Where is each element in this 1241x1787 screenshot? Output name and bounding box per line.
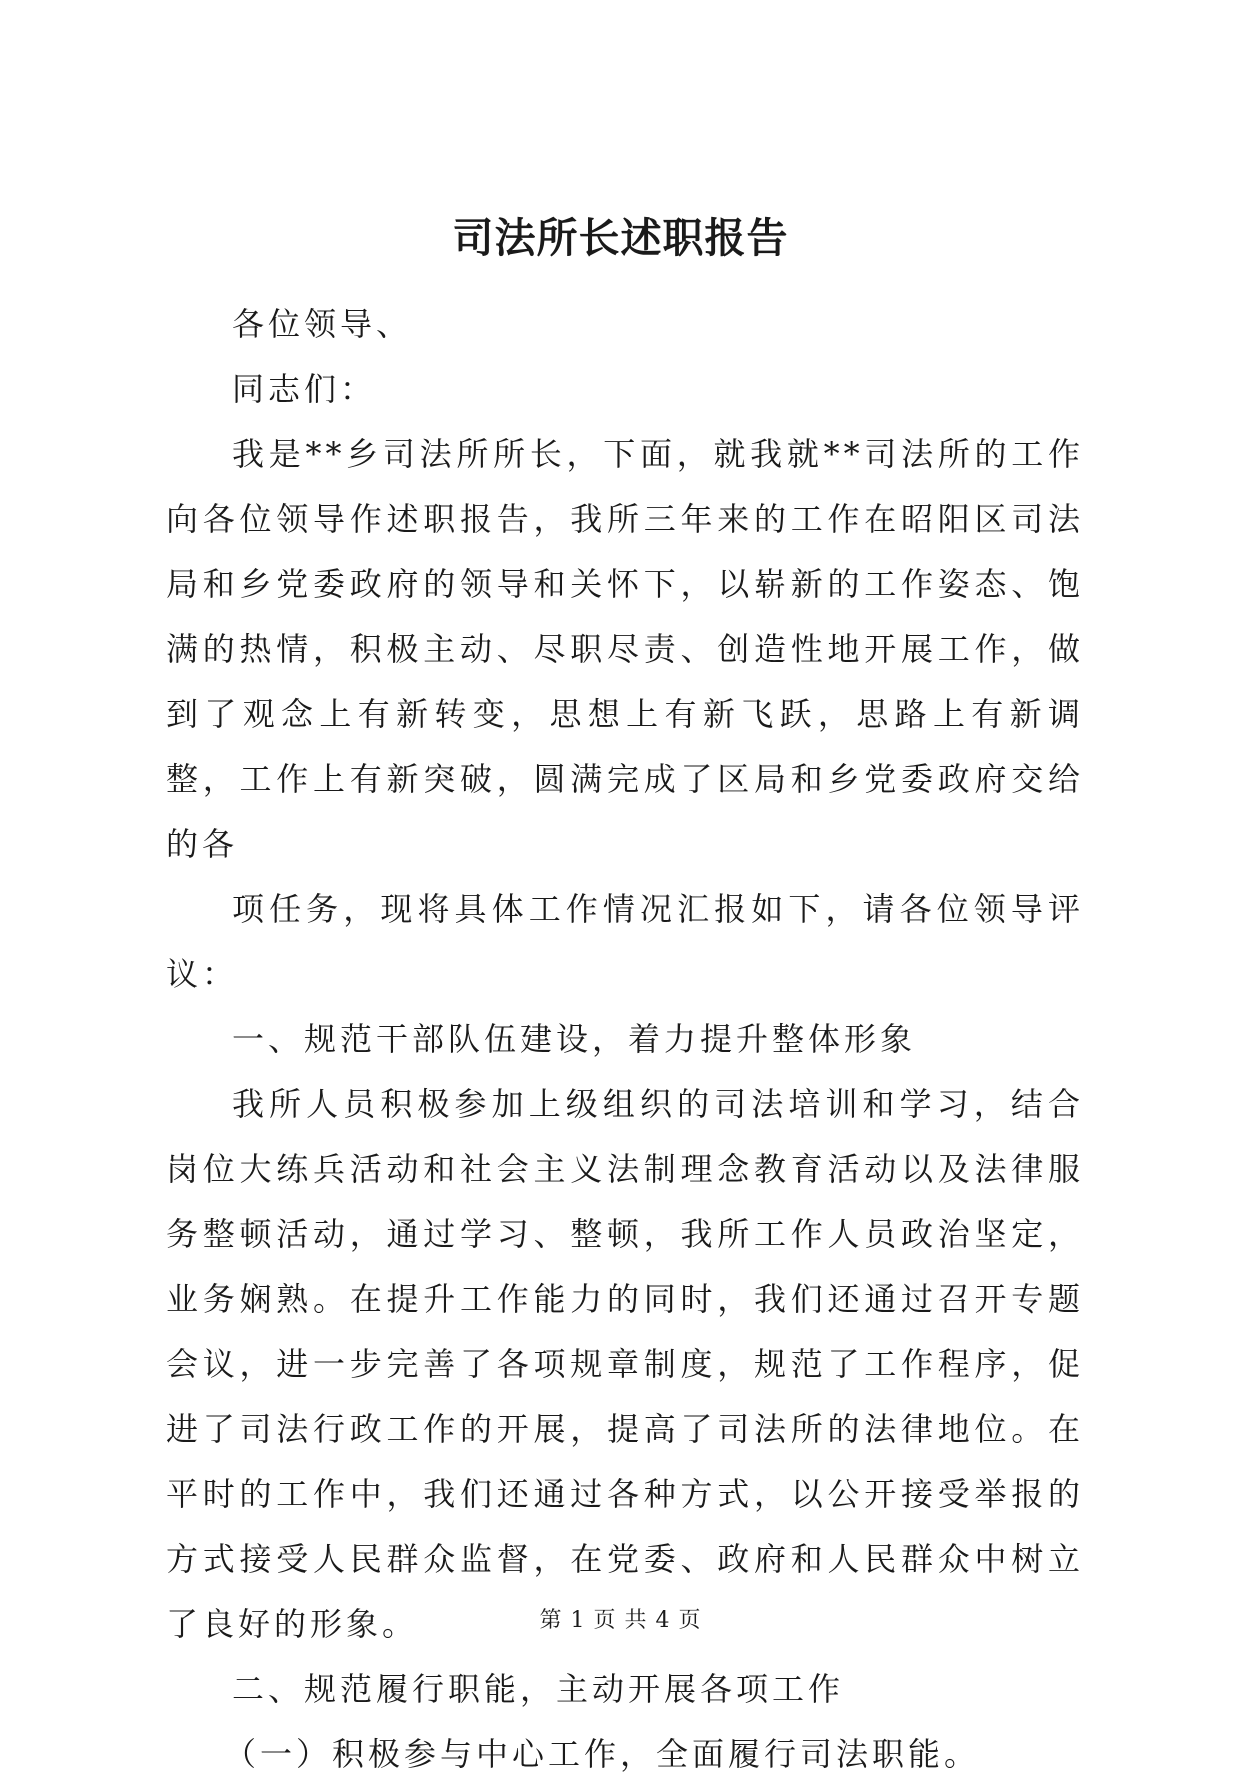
subsection-heading-1: （一）积极参与中心工作，全面履行司法职能。 [224, 1735, 981, 1773]
salutation-line-2: 同志们： [232, 370, 377, 408]
salutation-line-1: 各位领导、 [232, 305, 413, 343]
section-heading-1: 一、规范干部队伍建设，着力提升整体形象 [232, 1020, 917, 1058]
section-heading-2: 二、规范履行职能，主动开展各项工作 [232, 1670, 845, 1708]
page-number-footer: 第 1 页 共 4 页 [539, 1608, 702, 1633]
intro-paragraph: 我是**乡司法所所长，下面，就我就**司法所的工作向各位领导作述职报告，我所三年来的工作在昭阳区司法局和乡党委政府的领导和关怀下，以崭新的工作姿态、饱满的热情，积极主动、尽职尽责、创造性地开展工作，做到了观念上有新转变，思想上有新飞跃，思路上有新调整，工作上有新突破，圆满完成了区局和乡党委政府交给的各 [166, 435, 1084, 863]
intro-continuation: 项任务，现将具体工作情况汇报如下，请各位领导评议： [166, 890, 1084, 993]
section-1-paragraph: 我所人员积极参加上级组织的司法培训和学习，结合岗位大练兵活动和社会主义法制理念教育活动以及法律服务整顿活动，通过学习、整顿，我所工作人员政治坚定，业务娴熟。在提升工作能力的同时，我们还通过召开专题会议，进一步完善了各项规章制度，规范了工作程序，促进了司法行政工作的开展，提高了司法所的法律地位。在平时的工作中，我们还通过各种方式，以公开接受举报的方式接受人民群众监督，在党委、政府和人民群众中树立了良好的形象。 [166, 1085, 1084, 1643]
document-title: 司法所长述职报告 [452, 214, 789, 262]
document-body [166, 292, 1084, 1787]
